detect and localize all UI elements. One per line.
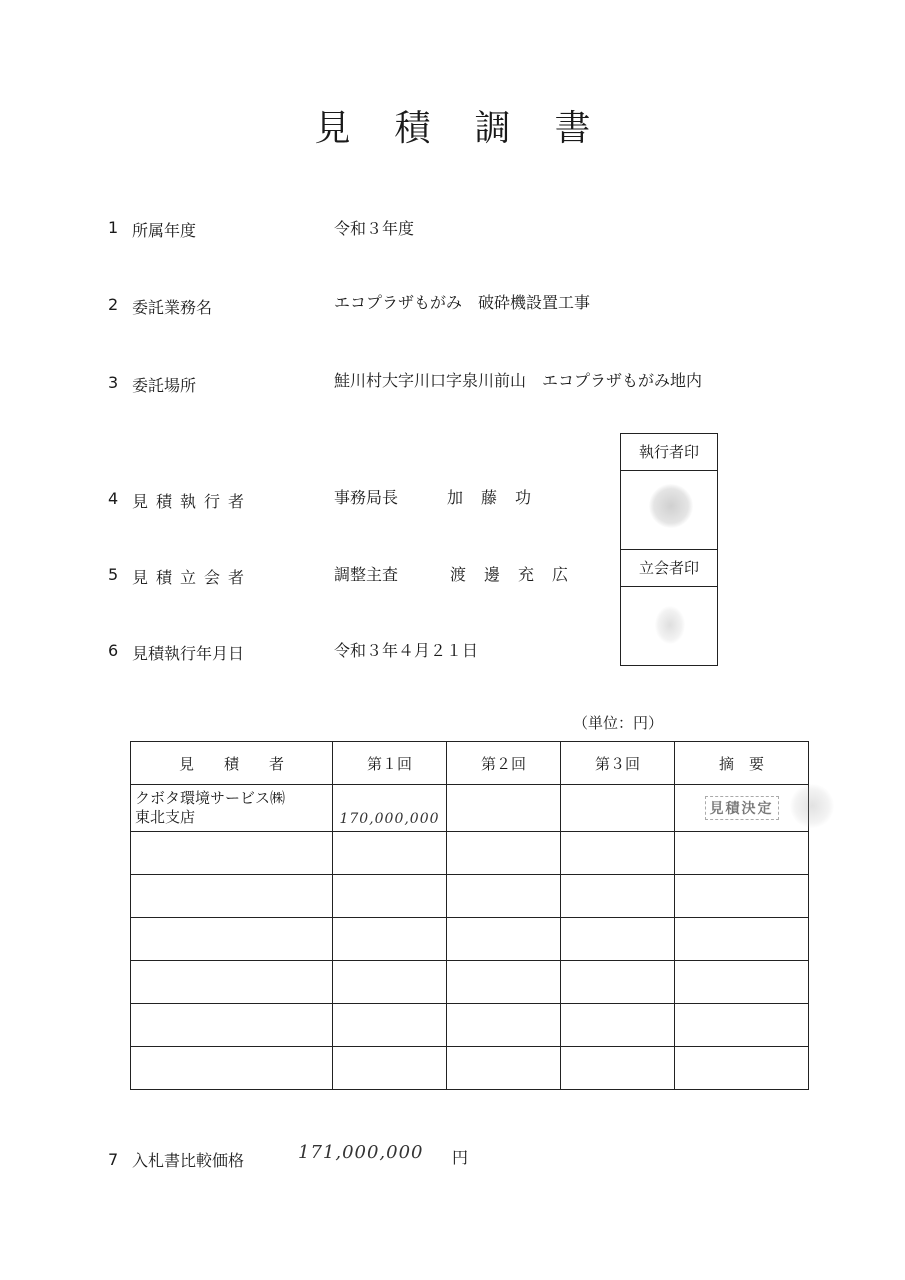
bidder-cell xyxy=(131,875,333,918)
witness-name: 渡邊充広 xyxy=(450,565,587,584)
unit-note: （単位：円） xyxy=(573,714,664,732)
round-1-amount: 170,000,000 xyxy=(339,811,440,827)
item-number: 7 xyxy=(108,1150,119,1169)
item-number: 6 xyxy=(108,641,119,660)
round-2-cell xyxy=(447,961,561,1004)
round-2-cell xyxy=(447,918,561,961)
bidder-cell xyxy=(131,832,333,875)
round-2-cell xyxy=(447,1004,561,1047)
item-number: 3 xyxy=(108,373,119,392)
comparison-value: 171,000,000 xyxy=(298,1142,424,1163)
round-2-cell xyxy=(447,875,561,918)
round-3-cell xyxy=(561,875,675,918)
executor-seal-stamp xyxy=(649,484,693,528)
table-header-row xyxy=(131,742,809,785)
witness-seal-stamp xyxy=(655,606,685,644)
item-value-fiscal-year: 令和３年度 xyxy=(334,219,415,238)
round-1-cell xyxy=(333,875,447,918)
item-label-fiscal-year: 所属年度 xyxy=(132,221,197,240)
bidder-name: クボタ環境サービス㈱ xyxy=(135,789,286,807)
item-value-date: 令和３年４月２１日 xyxy=(334,641,479,660)
bidder-cell xyxy=(131,785,333,832)
round-3-cell xyxy=(561,1004,675,1047)
item-label-location: 委託場所 xyxy=(132,376,197,395)
table-row xyxy=(131,875,809,918)
item-label-executor: 見積執行者 xyxy=(132,492,253,511)
round-2-cell xyxy=(447,1047,561,1090)
table-row xyxy=(131,1047,809,1090)
round-1-cell xyxy=(333,961,447,1004)
item-number: 1 xyxy=(108,218,119,237)
remarks-stamp: 見積決定 xyxy=(705,796,779,820)
remarks-cell xyxy=(675,918,809,961)
bidder-branch: 東北支店 xyxy=(135,808,196,826)
round-1-cell xyxy=(333,1047,447,1090)
round-1-cell xyxy=(333,832,447,875)
round-3-cell xyxy=(561,961,675,1004)
item-number: 2 xyxy=(108,295,119,314)
remarks-cell xyxy=(675,785,809,832)
bidder-cell xyxy=(131,961,333,1004)
item-label-work-name: 委託業務名 xyxy=(132,298,213,317)
executor-seal-label: 執行者印 xyxy=(621,434,717,471)
header-bidder: 見 積 者 xyxy=(131,742,333,785)
round-3-cell xyxy=(561,785,675,832)
bidder-cell xyxy=(131,918,333,961)
header-round-2: 第２回 xyxy=(447,742,561,785)
witness-title: 調整主査 xyxy=(334,565,399,584)
table-row xyxy=(131,961,809,1004)
document-title: 見積調書 xyxy=(314,108,635,149)
bidder-cell xyxy=(131,1004,333,1047)
header-round-1: 第１回 xyxy=(333,742,447,785)
round-1-cell xyxy=(333,918,447,961)
bidder-cell xyxy=(131,1047,333,1090)
item-number: 4 xyxy=(108,489,119,508)
round-1-cell xyxy=(333,1004,447,1047)
estimate-table xyxy=(130,741,809,1090)
round-3-cell xyxy=(561,1047,675,1090)
comparison-unit: 円 xyxy=(452,1148,469,1167)
item-value-location: 鮭川村大字川口字泉川前山 エコプラザもがみ地内 xyxy=(334,371,703,390)
comparison-label: 入札書比較価格 xyxy=(132,1151,245,1170)
header-remarks: 摘 要 xyxy=(675,742,809,785)
round-3-cell xyxy=(561,918,675,961)
table-row xyxy=(131,785,809,832)
item-label-witness: 見積立会者 xyxy=(132,568,253,587)
remarks-seal-stamp xyxy=(790,784,834,828)
round-3-cell xyxy=(561,832,675,875)
remarks-cell xyxy=(675,1004,809,1047)
table-row xyxy=(131,832,809,875)
table-row xyxy=(131,918,809,961)
executor-title: 事務局長 xyxy=(334,488,399,507)
executor-name: 加藤功 xyxy=(447,488,550,507)
item-number: 5 xyxy=(108,565,119,584)
round-2-cell xyxy=(447,785,561,832)
round-1-cell xyxy=(333,785,447,832)
item-value-work-name: エコプラザもがみ 破砕機設置工事 xyxy=(334,293,591,312)
table-row xyxy=(131,1004,809,1047)
witness-seal-label: 立会者印 xyxy=(621,550,717,587)
remarks-cell xyxy=(675,875,809,918)
executor-seal-box xyxy=(620,433,718,550)
remarks-cell xyxy=(675,832,809,875)
round-2-cell xyxy=(447,832,561,875)
item-label-date: 見積執行年月日 xyxy=(132,644,245,663)
witness-seal-box xyxy=(620,549,718,666)
remarks-cell xyxy=(675,961,809,1004)
header-round-3: 第３回 xyxy=(561,742,675,785)
remarks-cell xyxy=(675,1047,809,1090)
